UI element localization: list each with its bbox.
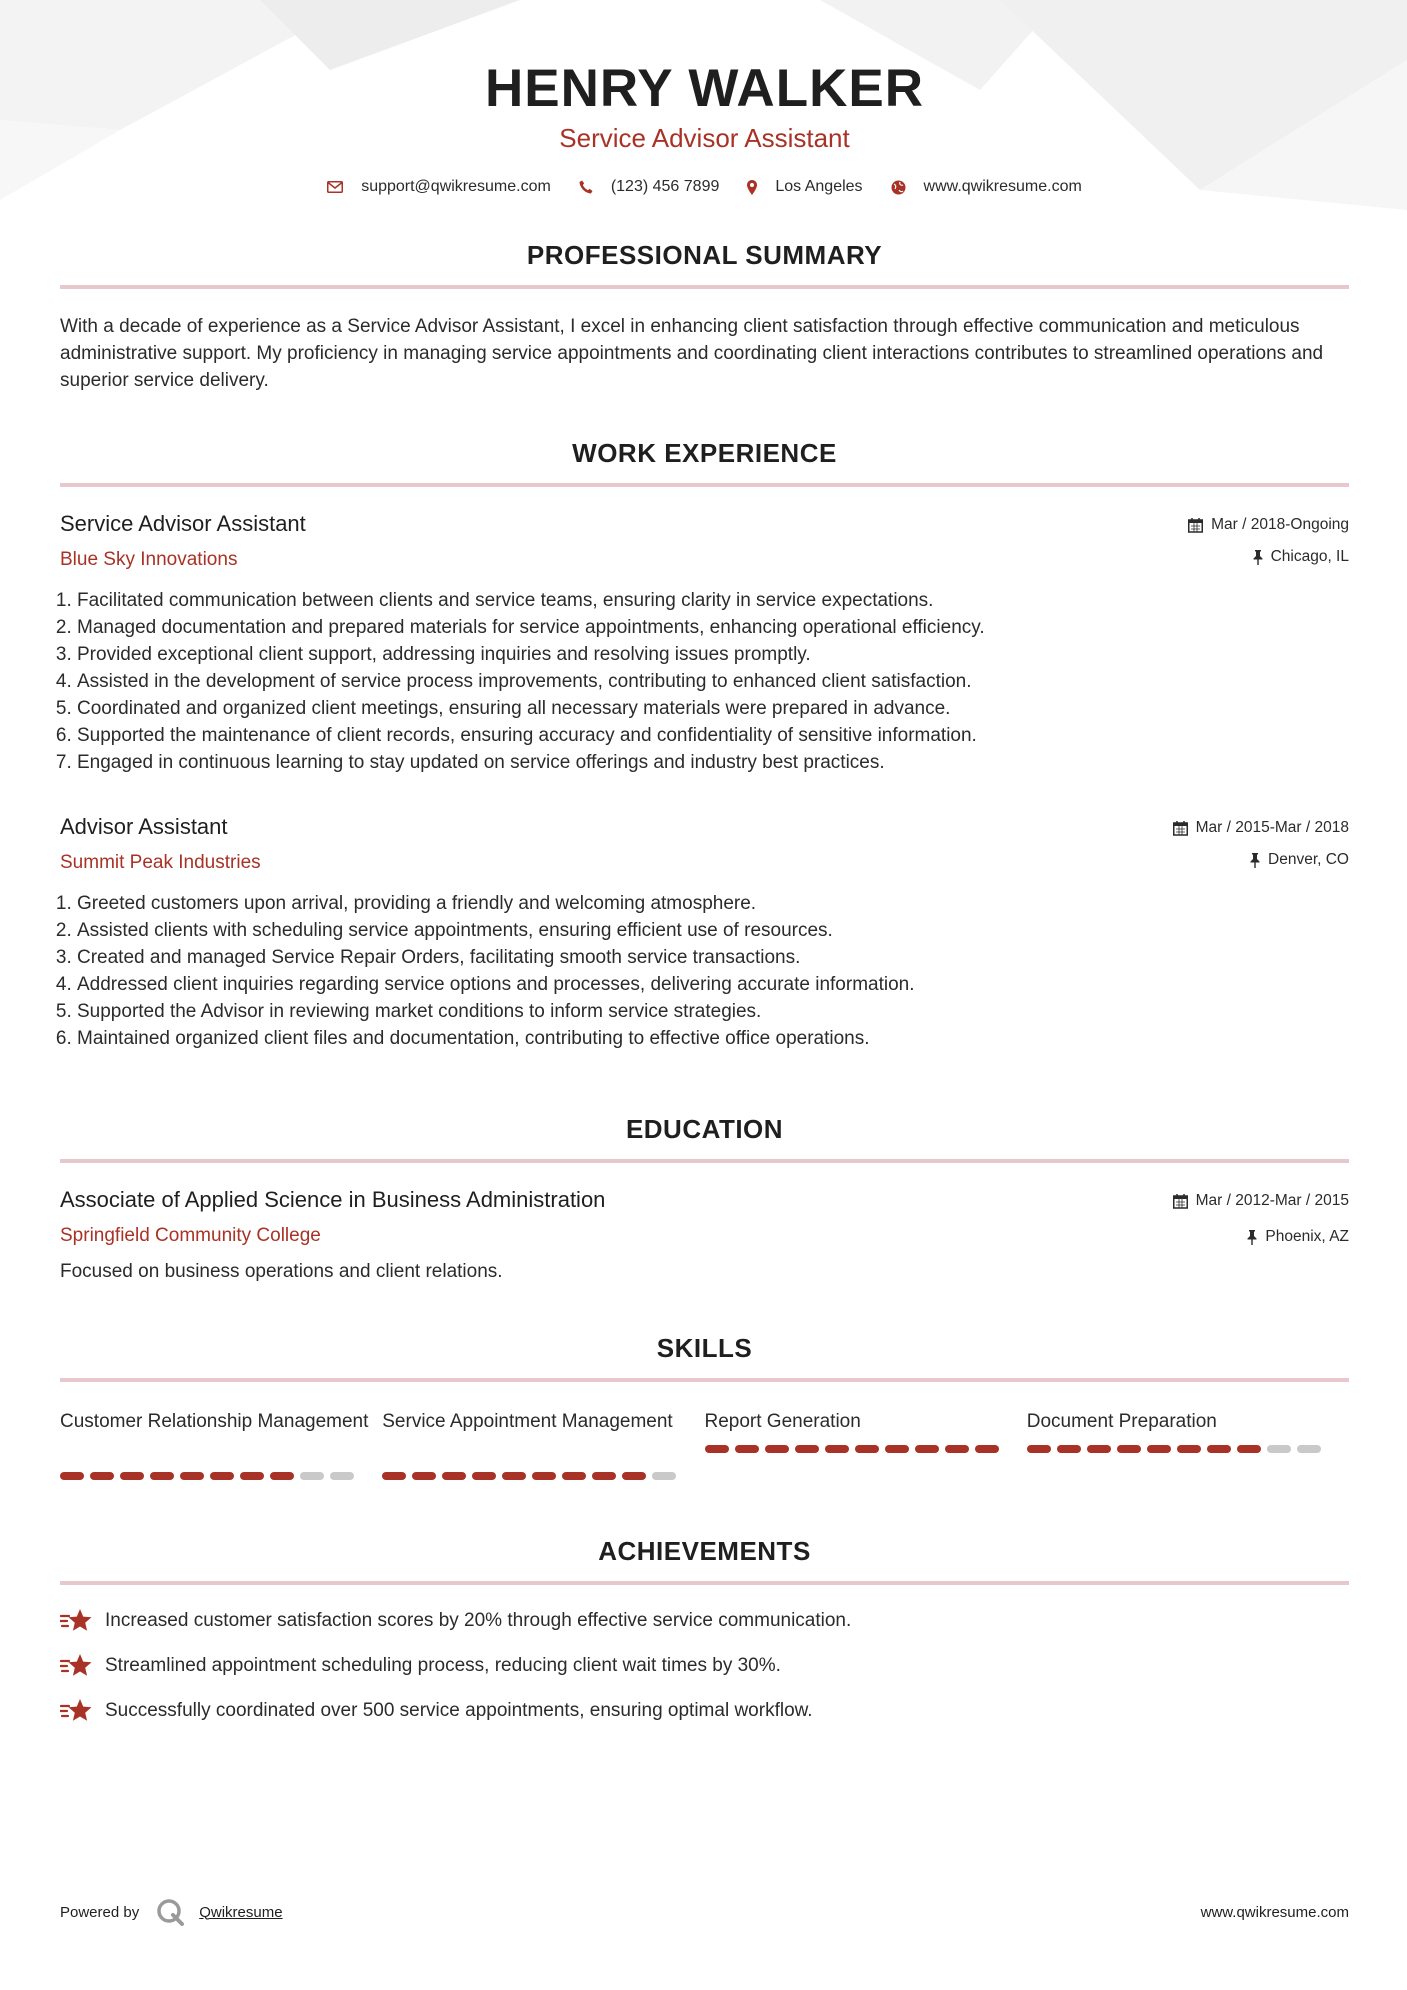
job-dates (1188, 516, 1349, 534)
contact-website[interactable] (891, 178, 1082, 196)
skill-item (705, 1408, 1027, 1480)
achievements-heading: ACHIEVEMENTS (598, 1536, 811, 1566)
achievement-text: Successfully coordinated over 500 service appointments, ensuring optimal workflow. (105, 1699, 813, 1721)
qwikresume-logo-icon (155, 1897, 185, 1927)
job-dates-text: Mar / 2018-Ongoing (1211, 516, 1349, 533)
calendar-icon (1188, 518, 1203, 533)
map-marker-icon (747, 180, 757, 195)
skill-name: Service Appointment Management (382, 1411, 673, 1432)
skill-dot-filled (240, 1472, 264, 1480)
skill-dot-filled (442, 1472, 466, 1480)
summary-section (60, 240, 1349, 394)
list-item: 3. Provided exceptional client support, addressing inquiries and resolving issues promptly. (77, 641, 1349, 668)
candidate-name: HENRY WALKER (485, 59, 924, 118)
skill-dot-filled (1207, 1445, 1231, 1453)
skill-dot-filled (1117, 1445, 1141, 1453)
skill-name: Document Preparation (1026, 1411, 1217, 1432)
contact-bar (60, 178, 1349, 196)
skill-dot-filled (855, 1445, 879, 1453)
skill-item (60, 1408, 382, 1480)
education-entry (60, 1187, 1349, 1283)
resume-header (60, 0, 1349, 196)
skill-dot-filled (150, 1472, 174, 1480)
job-location-text: Denver, CO (1268, 851, 1349, 868)
skill-dot-filled (885, 1445, 909, 1453)
skill-dot-filled (1027, 1445, 1051, 1453)
list-item: 4. Assisted in the development of service process improvements, contributing to enhanced client satisfaction. (77, 668, 1349, 695)
skill-item (382, 1408, 704, 1480)
achievements-section (60, 1536, 1349, 1733)
globe-icon (891, 180, 906, 195)
skill-dot-filled (1237, 1445, 1261, 1453)
skill-dot-filled (945, 1445, 969, 1453)
skill-dot-filled (705, 1445, 729, 1453)
job-location (1188, 548, 1349, 566)
skill-dot-empty (652, 1472, 676, 1480)
skills-heading: SKILLS (656, 1333, 753, 1363)
skills-grid (60, 1408, 1349, 1480)
skill-dot-filled (1087, 1445, 1111, 1453)
job-company: Blue Sky Innovations (60, 549, 238, 570)
job-title: Advisor Assistant (60, 814, 228, 839)
skill-dot-filled (735, 1445, 759, 1453)
achievement-item (60, 1598, 1349, 1643)
section-divider (60, 1159, 1349, 1163)
footer-website[interactable]: www.qwikresume.com (1200, 1903, 1349, 1921)
footer-branding (60, 1897, 283, 1927)
contact-phone[interactable] (579, 178, 720, 196)
school-name: Springfield Community College (60, 1225, 321, 1246)
contact-location-text: Los Angeles (775, 178, 863, 195)
job-title: Service Advisor Assistant (60, 511, 306, 536)
summary-text: With a decade of experience as a Service Advisor Assistant, I excel in enhancing client satisfaction through effective communication and meticulous administrative support. My proficiency in managing service appointments and coordinating client interactions contributes to streamlined operations and superior service delivery. (60, 316, 1324, 391)
pushpin-icon (1247, 1230, 1257, 1245)
education-location (1173, 1228, 1349, 1246)
job-company: Summit Peak Industries (60, 852, 261, 873)
skill-dot-filled (472, 1472, 496, 1480)
section-divider (60, 1581, 1349, 1585)
job-bullets (60, 587, 1349, 776)
contact-email[interactable] (327, 178, 551, 196)
skill-dot-empty (300, 1472, 324, 1480)
skill-dot-filled (1147, 1445, 1171, 1453)
qwikresume-link[interactable]: Qwikresume (199, 1903, 283, 1921)
skill-dot-filled (502, 1472, 526, 1480)
list-item: 6. Supported the maintenance of client records, ensuring accuracy and confidentiality of sensitive information. (77, 722, 1349, 749)
skill-dot-filled (382, 1472, 406, 1480)
skill-name: Report Generation (704, 1411, 861, 1432)
skill-dot-empty (1297, 1445, 1321, 1453)
list-item: 5. Coordinated and organized client meetings, ensuring all necessary materials were prepared in advance. (77, 695, 1349, 722)
education-dates (1173, 1192, 1349, 1210)
skill-dot-filled (270, 1472, 294, 1480)
achievement-text: Streamlined appointment scheduling process, reducing client wait times by 30%. (105, 1654, 781, 1676)
phone-icon (579, 180, 593, 194)
skill-level-dots (705, 1445, 1027, 1453)
calendar-icon (1173, 821, 1188, 836)
skill-dot-filled (1177, 1445, 1201, 1453)
section-divider (60, 1378, 1349, 1382)
skill-dot-filled (915, 1445, 939, 1453)
star-icon (60, 1698, 93, 1724)
powered-by-text: Powered by (60, 1903, 140, 1921)
list-item: 5. Supported the Advisor in reviewing market conditions to inform service strategies. (77, 998, 1349, 1025)
skills-section (60, 1333, 1349, 1480)
pushpin-icon (1250, 853, 1260, 868)
achievement-item (60, 1643, 1349, 1688)
page-footer (60, 1897, 1349, 1927)
skill-level-dots (382, 1472, 704, 1480)
skill-item (1027, 1408, 1349, 1480)
candidate-role: Service Advisor Assistant (559, 123, 850, 153)
list-item: 1. Greeted customers upon arrival, providing a friendly and welcoming atmosphere. (77, 890, 1349, 917)
education-section (60, 1114, 1349, 1283)
skill-dot-filled (592, 1472, 616, 1480)
skill-name: Customer Relationship Management (60, 1411, 369, 1432)
skill-dot-filled (412, 1472, 436, 1480)
skill-dot-filled (975, 1445, 999, 1453)
list-item: 7. Engaged in continuous learning to stay updated on service offerings and industry best practices. (77, 749, 1349, 776)
job-entry (60, 511, 1349, 776)
skill-dot-filled (562, 1472, 586, 1480)
skill-level-dots (1027, 1445, 1349, 1453)
list-item: 2. Managed documentation and prepared materials for service appointments, enhancing operational efficiency. (77, 614, 1349, 641)
skill-dot-filled (825, 1445, 849, 1453)
achievements-list (60, 1598, 1349, 1733)
star-icon (60, 1608, 93, 1634)
experience-heading: WORK EXPERIENCE (572, 438, 837, 468)
star-icon (60, 1653, 93, 1679)
list-item: 1. Facilitated communication between clients and service teams, ensuring clarity in service expectations. (77, 587, 1349, 614)
skill-dot-filled (622, 1472, 646, 1480)
skill-dot-filled (532, 1472, 556, 1480)
envelope-icon (327, 181, 343, 193)
section-divider (60, 483, 1349, 487)
education-dates-text: Mar / 2012-Mar / 2015 (1195, 1192, 1349, 1209)
skill-dot-empty (1267, 1445, 1291, 1453)
list-item: 6. Maintained organized client files and documentation, contributing to effective office operations. (77, 1025, 1349, 1052)
skill-dot-filled (210, 1472, 234, 1480)
skill-dot-filled (60, 1472, 84, 1480)
summary-heading: PROFESSIONAL SUMMARY (526, 240, 883, 270)
achievement-item (60, 1688, 1349, 1733)
job-location-text: Chicago, IL (1270, 548, 1349, 565)
list-item: 4. Addressed client inquiries regarding service options and processes, delivering accurate information. (77, 971, 1349, 998)
skill-dot-filled (765, 1445, 789, 1453)
skill-dot-filled (90, 1472, 114, 1480)
contact-email-text: support@qwikresume.com (361, 178, 551, 195)
job-bullets (60, 890, 1349, 1052)
job-location (1173, 851, 1349, 869)
skill-dot-filled (795, 1445, 819, 1453)
education-heading: EDUCATION (625, 1114, 784, 1144)
list-item: 2. Assisted clients with scheduling service appointments, ensuring efficient use of resources. (77, 917, 1349, 944)
skill-dot-empty (330, 1472, 354, 1480)
contact-phone-text: (123) 456 7899 (610, 178, 720, 195)
skill-dot-filled (120, 1472, 144, 1480)
contact-location (747, 178, 862, 196)
education-description: Focused on business operations and client relations. (60, 1261, 503, 1282)
job-meta (1173, 814, 1349, 869)
section-divider (60, 285, 1349, 289)
job-dates-text: Mar / 2015-Mar / 2018 (1195, 819, 1349, 836)
skill-dot-filled (1057, 1445, 1081, 1453)
pushpin-icon (1253, 550, 1263, 565)
skill-level-dots (60, 1472, 382, 1480)
contact-website-text: www.qwikresume.com (923, 178, 1082, 195)
experience-section (60, 438, 1349, 1052)
job-dates (1173, 819, 1349, 837)
education-location-text: Phoenix, AZ (1265, 1228, 1349, 1245)
job-meta (1188, 511, 1349, 566)
list-item: 3. Created and managed Service Repair Orders, facilitating smooth service transactions. (77, 944, 1349, 971)
calendar-icon (1173, 1194, 1188, 1209)
achievement-text: Increased customer satisfaction scores by 20% through effective service communication. (105, 1609, 852, 1631)
skill-dot-filled (180, 1472, 204, 1480)
job-entry (60, 814, 1349, 1052)
education-meta (1173, 1187, 1349, 1246)
degree-title: Associate of Applied Science in Business Administration (60, 1187, 606, 1212)
